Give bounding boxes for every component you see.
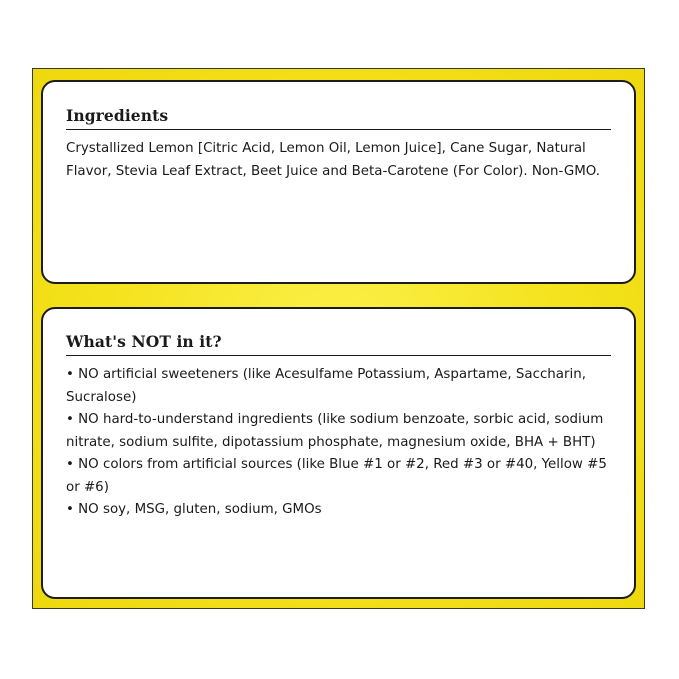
not-in-it-list <box>66 364 611 522</box>
list-item-hard-ingredients: • NO hard-to-understand ingredients (like sodium benzoate, sorbic acid, sodium nitrate, sodium sulfite, dipotassium phosphate, magnesium oxide, BHA + BHT) <box>66 412 604 450</box>
ingredients-card <box>41 80 636 284</box>
not-in-it-body <box>66 364 611 522</box>
ingredients-heading: Ingredients <box>66 106 611 130</box>
list-item-soy-msg-gluten: • NO soy, MSG, gluten, sodium, GMOs <box>66 502 322 517</box>
list-item-artificial-colors: • NO colors from artificial sources (like Blue #1 or #2, Red #3 or #40, Yellow #5 or #6) <box>66 457 607 495</box>
not-in-it-heading: What's NOT in it? <box>66 332 611 356</box>
list-item-artificial-sweeteners: • NO artificial sweeteners (like Acesulfame Potassium, Aspartame, Saccharin, Sucralose) <box>66 367 586 405</box>
not-in-it-card <box>41 307 636 599</box>
ingredients-text: Crystallized Lemon [Citric Acid, Lemon Oil, Lemon Juice], Cane Sugar, Natural Flavor, Stevia Leaf Extract, Beet Juice and Beta-Carotene (For Color). Non-GMO. <box>66 141 601 179</box>
ingredients-body <box>66 138 611 183</box>
